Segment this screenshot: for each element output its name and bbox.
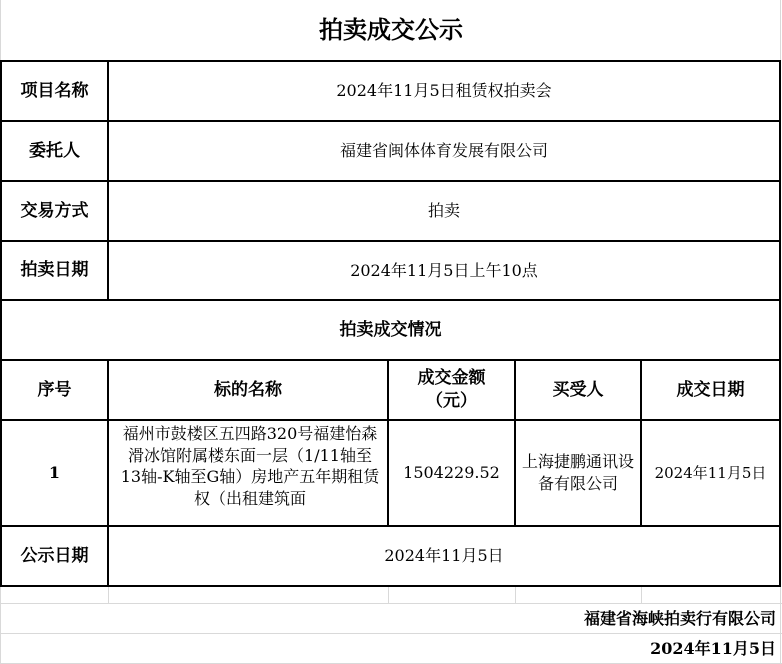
section-title: 拍卖成交情况 — [339, 319, 442, 340]
value-notice-date: 2024年11月5日 — [384, 546, 504, 566]
value-consignor: 福建省闽体体育发展有限公司 — [339, 141, 548, 161]
gridline — [108, 586, 109, 604]
value-trade-method: 拍卖 — [427, 201, 460, 221]
label-consignor: 委托人 — [29, 140, 80, 161]
header-amount: 成交金额（元） — [417, 368, 486, 411]
gridline — [515, 586, 516, 604]
header-buyer: 买受人 — [552, 379, 604, 400]
cell-amount: 1504229.52 — [403, 463, 500, 483]
label-notice-date: 公示日期 — [20, 545, 89, 566]
cell-deal-date: 2024年11月5日 — [654, 463, 767, 482]
gridline — [641, 586, 642, 604]
header-deal-date: 成交日期 — [676, 379, 745, 400]
label-trade-method: 交易方式 — [20, 200, 89, 221]
header-item-name: 标的名称 — [214, 379, 282, 400]
cell-buyer: 上海捷鹏通讯设备有限公司 — [521, 452, 634, 493]
border — [0, 585, 781, 587]
footer-date: 2024年11月5日 — [650, 638, 776, 658]
label-project-name: 项目名称 — [20, 80, 89, 101]
label-auction-date: 拍卖日期 — [20, 260, 89, 281]
value-auction-date: 2024年11月5日上午10点 — [350, 260, 538, 280]
border — [779, 60, 781, 587]
footer-company: 福建省海峡拍卖行有限公司 — [583, 608, 776, 628]
header-index: 序号 — [37, 379, 72, 400]
gridline — [388, 586, 389, 604]
value-project-name: 2024年11月5日租赁权拍卖会 — [336, 81, 552, 101]
cell-index: 1 — [48, 463, 61, 483]
page-title: 拍卖成交公示 — [319, 15, 463, 45]
gridline — [780, 586, 781, 664]
cell-item-name: 福州市鼓楼区五四路320号福建怡森滑冰馆附属楼东面一层（1/11轴至13轴-K轴至G轴）房地产五年期租赁权（出租建筑面 — [120, 424, 380, 508]
